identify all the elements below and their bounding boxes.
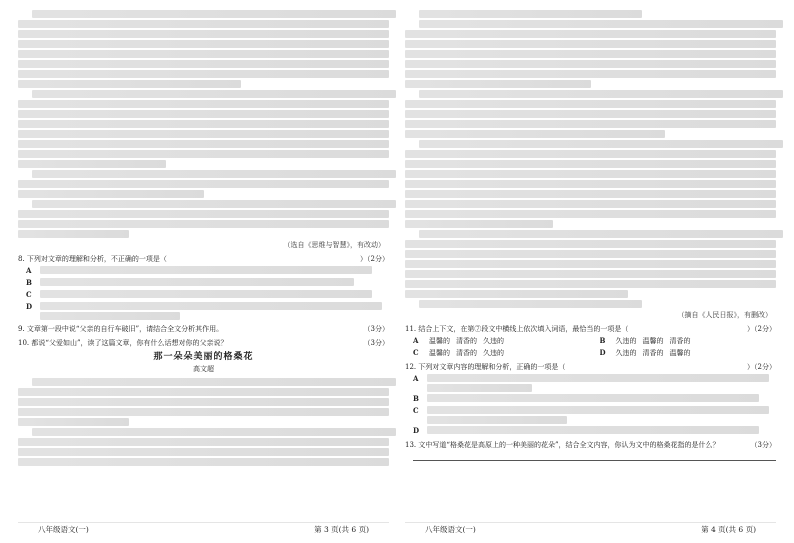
choice-b: B 久违的 温馨的 清香的 bbox=[599, 336, 691, 345]
text-line bbox=[18, 398, 389, 406]
option-a: A bbox=[405, 374, 776, 392]
text-line bbox=[405, 170, 776, 178]
text-line bbox=[18, 30, 389, 38]
option-b: B bbox=[405, 394, 776, 404]
text-line bbox=[405, 80, 591, 88]
paragraph-6 bbox=[18, 10, 389, 88]
text-line bbox=[32, 428, 396, 436]
right-page-footer bbox=[405, 522, 776, 535]
text-line bbox=[18, 130, 389, 138]
right-page-body bbox=[405, 10, 776, 522]
text-line bbox=[405, 120, 776, 128]
text-line bbox=[427, 416, 567, 424]
text-line bbox=[405, 40, 776, 48]
text-line bbox=[427, 426, 759, 434]
question-13 bbox=[405, 440, 776, 461]
question-score: （3分） bbox=[363, 339, 389, 347]
text-line bbox=[18, 230, 129, 238]
text-line bbox=[18, 448, 389, 456]
article-paragraph-8 bbox=[405, 300, 776, 308]
footer-page-number: 第 3 页(共 6 页) bbox=[314, 525, 369, 534]
text-line bbox=[405, 280, 776, 288]
text-line bbox=[427, 394, 759, 402]
text-line bbox=[18, 418, 129, 426]
text-line bbox=[405, 70, 776, 78]
option-a: A bbox=[18, 266, 389, 276]
text-line bbox=[18, 150, 389, 158]
question-score: ）（2分） bbox=[360, 255, 389, 263]
text-line bbox=[18, 438, 389, 446]
question-score: ）（2分） bbox=[747, 325, 776, 333]
question-11 bbox=[405, 324, 776, 358]
footer-page-number: 第 4 页(共 6 页) bbox=[701, 525, 756, 534]
article-paragraph-1 bbox=[18, 378, 389, 426]
text-line bbox=[18, 70, 389, 78]
question-text: 13. 文中写道“格桑花是高原上的一种美丽的花朵”，结合全文内容，你认为文中的格桑花指的是什么？ bbox=[405, 441, 720, 449]
text-line bbox=[40, 278, 354, 286]
text-line bbox=[18, 160, 166, 168]
footer-subject: 八年级语文(一) bbox=[38, 525, 89, 534]
option-d: D bbox=[18, 302, 389, 320]
left-page bbox=[18, 10, 389, 535]
text-line bbox=[405, 250, 776, 258]
option-d: D bbox=[405, 426, 776, 436]
text-line bbox=[40, 266, 372, 274]
article-paragraph-3 bbox=[405, 10, 776, 18]
left-page-body bbox=[18, 10, 389, 522]
text-line bbox=[18, 20, 389, 28]
question-score: （3分） bbox=[750, 441, 776, 449]
footer-subject: 八年级语文(一) bbox=[425, 525, 476, 534]
text-line bbox=[405, 50, 776, 58]
text-line bbox=[18, 120, 389, 128]
text-line bbox=[405, 190, 776, 198]
question-text: 12. 下列对文章内容的理解和分析，正确的一项是（ bbox=[405, 363, 566, 371]
text-line bbox=[40, 302, 382, 310]
text-line bbox=[405, 60, 776, 68]
text-line bbox=[405, 240, 776, 248]
option-c: C bbox=[18, 290, 389, 300]
question-10 bbox=[18, 338, 389, 348]
text-line bbox=[18, 220, 389, 228]
text-line bbox=[405, 150, 776, 158]
paragraph-8 bbox=[18, 170, 389, 198]
text-line bbox=[32, 200, 396, 208]
text-line bbox=[32, 10, 396, 18]
text-line bbox=[18, 50, 389, 58]
text-line bbox=[40, 290, 372, 298]
choice-a: A 温馨的 清香的 久违的 bbox=[413, 336, 504, 345]
question-text: 9. 文章第一段中说“父亲的自行车破旧”，请结合全文分析其作用。 bbox=[18, 325, 224, 333]
article-paragraph-2 bbox=[18, 428, 389, 466]
text-line bbox=[18, 100, 389, 108]
text-line bbox=[419, 10, 642, 18]
paragraph-7 bbox=[18, 90, 389, 168]
text-line bbox=[32, 90, 396, 98]
text-line bbox=[419, 300, 642, 308]
article-author: 高文超 bbox=[193, 365, 214, 373]
text-line bbox=[18, 458, 389, 466]
text-line bbox=[18, 180, 389, 188]
text-line bbox=[427, 406, 769, 414]
choice-c: C 温馨的 清香的 久违的 bbox=[413, 348, 504, 357]
article-paragraph-6 bbox=[405, 140, 776, 228]
option-b: B bbox=[18, 278, 389, 288]
text-line bbox=[18, 60, 389, 68]
text-line bbox=[405, 160, 776, 168]
text-line bbox=[18, 40, 389, 48]
option-c: C bbox=[405, 406, 776, 424]
text-line bbox=[405, 260, 776, 268]
question-score: ）（2分） bbox=[747, 363, 776, 371]
text-line bbox=[427, 384, 532, 392]
question-text: 8. 下列对文章的理解和分析，不正确的一项是（ bbox=[18, 255, 167, 263]
question-text: 11. 结合上下文，在第⑦段文中横线上依次填入词语，最恰当的一项是（ bbox=[405, 325, 629, 333]
question-8 bbox=[18, 254, 389, 320]
text-line bbox=[405, 210, 776, 218]
choice-d: D 久违的 清香的 温馨的 bbox=[599, 348, 691, 357]
question-text: 10. 都说“父爱如山”，读了这篇文章，你有什么话想对你的父亲说？ bbox=[18, 339, 228, 347]
word-choices bbox=[405, 336, 776, 358]
source-note: （摘自《人民日报》，有删改） bbox=[677, 311, 772, 319]
text-line bbox=[419, 90, 783, 98]
source-note: （选自《思维与智慧》，有改动） bbox=[283, 241, 385, 249]
text-line bbox=[40, 312, 180, 320]
text-line bbox=[18, 110, 389, 118]
left-page-footer bbox=[18, 522, 389, 535]
article-paragraph-7 bbox=[405, 230, 776, 298]
text-line bbox=[32, 378, 396, 386]
question-9 bbox=[18, 324, 389, 334]
text-line bbox=[405, 30, 776, 38]
question-12 bbox=[405, 362, 776, 436]
text-line bbox=[419, 230, 783, 238]
right-page bbox=[405, 10, 776, 535]
text-line bbox=[405, 220, 553, 228]
article-title: 那一朵朵美丽的格桑花 bbox=[153, 352, 254, 362]
answer-line[interactable] bbox=[413, 452, 776, 461]
text-line bbox=[419, 20, 783, 28]
text-line bbox=[405, 200, 776, 208]
text-line bbox=[18, 190, 204, 198]
text-line bbox=[405, 130, 665, 138]
question-score: （3分） bbox=[363, 325, 389, 333]
text-line bbox=[405, 290, 628, 298]
text-line bbox=[32, 170, 396, 178]
text-line bbox=[18, 388, 389, 396]
text-line bbox=[405, 180, 776, 188]
text-line bbox=[405, 110, 776, 118]
article-paragraph-5 bbox=[405, 90, 776, 138]
text-line bbox=[18, 408, 389, 416]
text-line bbox=[405, 100, 776, 108]
text-line bbox=[405, 270, 776, 278]
text-line bbox=[18, 80, 241, 88]
paragraph-9 bbox=[18, 200, 389, 238]
text-line bbox=[18, 140, 389, 148]
text-line bbox=[18, 210, 389, 218]
text-line bbox=[427, 374, 769, 382]
text-line bbox=[419, 140, 783, 148]
article-paragraph-4 bbox=[405, 20, 776, 88]
